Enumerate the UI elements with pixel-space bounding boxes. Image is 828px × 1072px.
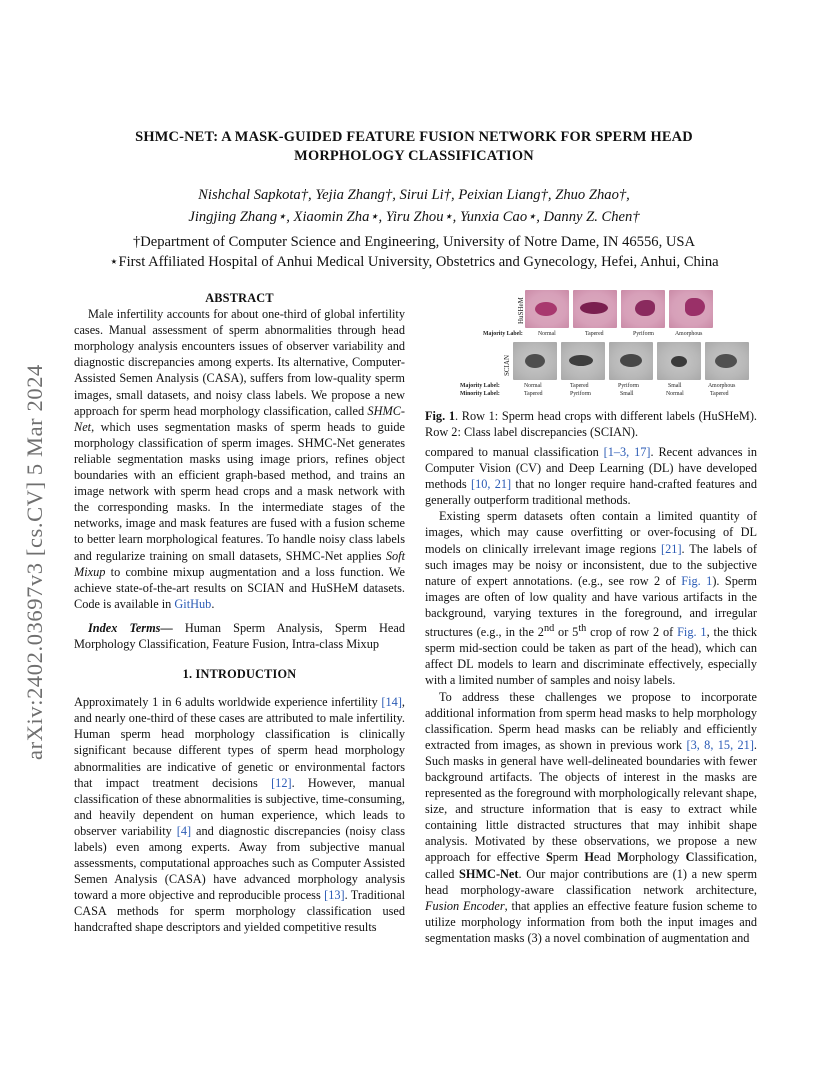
index-terms (74, 620, 405, 652)
text-part: ead (593, 850, 618, 865)
intro-part: , and nearly one-third of these cases are attributed to male infertility. Human sperm head morphology classification is clinically significant because different types of sperm head morphology abnormalities are indicative of genetic or environmental factors that impact treatment decisions (74, 695, 405, 790)
affiliation-1: †Department of Computer Science and Engineering, University of Notre Dame, IN 46556, USA (132, 234, 696, 250)
text-part: . Recent advances in Computer Vision (CV) and Deep Learning (DL) have developed methods (425, 445, 757, 492)
row2-minority-label: Tapered (710, 391, 729, 397)
soft-mixup-term: Soft Mixup (74, 548, 405, 579)
fusion-encoder-term: Fusion Encoder (425, 898, 505, 913)
text-part: orphology (628, 850, 686, 865)
index-terms-label: Index Terms— (88, 620, 173, 635)
sperm-crop-image (621, 290, 665, 328)
abstract-part: to combine mixup augmentation and a loss function. We achieve state-of-the-art results on SCIAN and HuSHeM datasets. Code is available in (74, 564, 405, 611)
text-part: . The labels of such images may be noisy or inconsistent, due to the subjective nature of expert annotations. (e.g., see row 2 of (425, 541, 757, 588)
affiliation-2: ⋆First Affiliated Hospital of Anhui Medical University, Obstetrics and Gynecology, Hefei, Anhui, China (109, 254, 719, 270)
left-column (74, 290, 405, 936)
abstract-text (74, 306, 405, 612)
ordinal-suffix: nd (543, 623, 555, 635)
text-part: or 5 (554, 625, 579, 640)
text-part: Existing sperm datasets often contain a limited quantity of images, which may cause overfitting or over-focusing of DL models on clinically irrelevant image regions (425, 509, 757, 556)
acronym-letter: S (545, 850, 553, 865)
acronym-letter: C (685, 850, 695, 865)
abstract-part: Male infertility accounts for about one-third of global infertility cases. Manual assessment of sperm abnormalities through head morphology analysis encounters issues of observer variability and diagnostic discrepancies among experts. Its alternative, Computer-Assisted Semen Analysis (CASA), suffers from low-quality sperm images, small datasets, and noisy class labels. We propose a new approach for sperm head morphology classification, called (74, 307, 405, 418)
citation-link[interactable]: [14] (381, 695, 402, 710)
row1-label: Normal (538, 331, 556, 337)
row1-dataset-label: HuSHeM (517, 297, 525, 324)
github-link[interactable]: GitHub (174, 596, 212, 611)
index-terms-text: Human Sperm Analysis, Sperm Head Morphology Classification, Feature Fusion, Intra-class Mixup (74, 620, 405, 651)
figure-1-caption (425, 408, 757, 440)
citation-link[interactable]: [3, 8, 15, 21] (686, 737, 754, 752)
row2-minority-label: Small (620, 391, 634, 397)
acronym-letter: M (617, 850, 629, 865)
citation-link[interactable]: [10, 21] (470, 477, 512, 492)
row1-label: Pyriform (633, 331, 654, 337)
affiliations (60, 232, 768, 272)
abstract-heading: ABSTRACT (205, 291, 274, 305)
row1-label: Amorphous (675, 331, 703, 337)
majority-label-heading: Majority Label: (483, 331, 523, 337)
row2-majority-label: Amorphous (708, 383, 736, 389)
right-paragraph-3 (425, 689, 757, 947)
citation-link[interactable]: [1–3, 17] (603, 445, 651, 459)
intro-heading: 1. INTRODUCTION (182, 667, 297, 682)
row2-dataset-label: SCIAN (503, 354, 511, 376)
sperm-crop-image (669, 290, 713, 328)
row1-crops (525, 290, 713, 328)
row2-majority-label: Pyriform (618, 383, 639, 389)
row2-crops (513, 342, 749, 380)
title-line-2: MORPHOLOGY CLASSIFICATION (294, 148, 534, 164)
row2-majority-label: Tapered (570, 383, 589, 389)
right-column (425, 444, 757, 946)
sperm-crop-image (609, 342, 653, 380)
intro-part: Approximately 1 in 6 adults worldwide experience infertility (74, 695, 382, 710)
ordinal-suffix: th (578, 623, 587, 635)
text-part: lassification, called (425, 850, 758, 881)
row2-minority-label: Pyriform (570, 391, 591, 397)
sperm-crop-image (513, 342, 557, 380)
sperm-crop-image (573, 290, 617, 328)
figure-link[interactable]: Fig. 1 (677, 625, 707, 640)
text-part: , that applies an effective feature fusion scheme to utilize morphology information from both the input images and segmentation masks (3) a novel combination of augmentation and (425, 898, 757, 945)
figure-number: Fig. 1 (425, 409, 455, 423)
authors-line-2: Jingjing Zhang⋆, Xiaomin Zha⋆, Yiru Zhou⋆, Yunxia Cao⋆, Danny Z. Chen† (188, 209, 640, 225)
text-part: crop of row 2 of (586, 625, 678, 640)
row2-minority-label: Tapered (524, 391, 543, 397)
majority-label-heading: Majority Label: (460, 383, 500, 389)
caption-text: . Row 1: Sperm head crops with different labels (HuSHeM). Row 2: Class label discrepancies (SCIAN). (425, 409, 757, 440)
title-line-1: SHMC-NET: A MASK-GUIDED FEATURE FUSION NETWORK FOR SPERM HEAD (135, 129, 693, 145)
intro-part: . Traditional CASA methods for sperm morphology classification used handcrafted shape descriptors and yielded competitive results (74, 888, 405, 935)
authors-line-1: Nishchal Sapkota†, Yejia Zhang†, Sirui Li†, Peixian Liang†, Zhuo Zhao†, (198, 187, 630, 203)
right-paragraph-1 (425, 444, 757, 508)
abstract-part: . (211, 596, 215, 611)
text-part: perm (552, 850, 585, 865)
row1-label: Tapered (585, 331, 604, 337)
sperm-crop-image (657, 342, 701, 380)
acronym-letter: H (584, 850, 594, 865)
citation-link[interactable]: [21] (661, 541, 682, 556)
text-part: To address these challenges we propose to incorporate additional information from sperm head masks to help morphology classification. Sperm head masks can be reliably and efficiently extracted from images, as shown in previous work (425, 689, 757, 752)
text-part: . Our major contributions are (1) a new sperm head morphology-aware classification network architecture, (425, 866, 758, 897)
row2-majority-label: Normal (524, 383, 542, 389)
figure-link[interactable]: Fig. 1 (681, 573, 713, 588)
abstract-part: , which uses segmentation masks of sperm heads to guide morphology classification of sperm images. SHMC-Net generates reliable segmentation masks using image priors, refines object boundaries with an efficient graph-based method, and trains an image network with sperm head crops and a mask network with the corresponding masks. In the intermediate stages of the networks, image and mask features are fused with a fusion scheme to better learn morphological features. To handle noisy class labels and regularize training on small datasets, SHMC-Net applies (74, 419, 405, 563)
text-part: that no longer require hand-crafted features and generally outperform traditional methods. (425, 477, 757, 508)
paper-title (60, 128, 768, 166)
text-part: , the thick sperm mid-section could be taken as part of the head), which can affect DL models to learn and discriminate effectively, especially with a limited number of samples and noisy labels. (425, 625, 758, 688)
citation-link[interactable]: [13] (324, 888, 345, 903)
minority-label-heading: Minority Label: (460, 391, 500, 397)
sperm-crop-image (561, 342, 605, 380)
text-part: . Such masks in general have well-delineated boundaries with fewer background artifacts. The objects of interest in the masks are represented as the foreground with morphologically relevant shape, size, and structure information that is easy to extract while containing little distracted structures that may inhibit shape analysis. Motivated by these observations, we propose a new approach for effective (425, 737, 757, 865)
row2-majority-label: Small (668, 383, 682, 389)
intro-part: . However, manual classification of these abnormalities is subjective, time-consuming, and heavily dependent on human experience, which leads to observer variability (74, 775, 405, 838)
row2-minority-label: Normal (666, 391, 684, 397)
text-part: ). Sperm images are often of low quality and have various artifacts in the background, varying textures in the foreground, and irregular structures (e.g., in the 2 (425, 573, 757, 640)
intro-paragraph (74, 694, 405, 935)
author-list (60, 184, 768, 228)
method-name: SHMC-Net (459, 866, 519, 881)
citation-link[interactable]: [12] (271, 775, 292, 790)
arxiv-side-stamp: arXiv:2402.03697v3 [cs.CV] 5 Mar 2024 (22, 364, 47, 760)
sperm-crop-image (525, 290, 569, 328)
text-part: compared to manual classification (425, 445, 604, 459)
method-name: SHMC-Net (74, 403, 405, 434)
intro-part: and diagnostic discrepancies (noisy class labels) even among experts. Away from subjective manual assessments, computational approaches such as Computer Assisted Semen Analysis (CASA) have advanced morphology analysis toward a more objective and reproducible process (74, 823, 405, 903)
citation-link[interactable]: [4] (176, 823, 192, 838)
sperm-crop-image (705, 342, 749, 380)
right-paragraph-2 (425, 508, 757, 688)
figure-1 (425, 288, 757, 402)
